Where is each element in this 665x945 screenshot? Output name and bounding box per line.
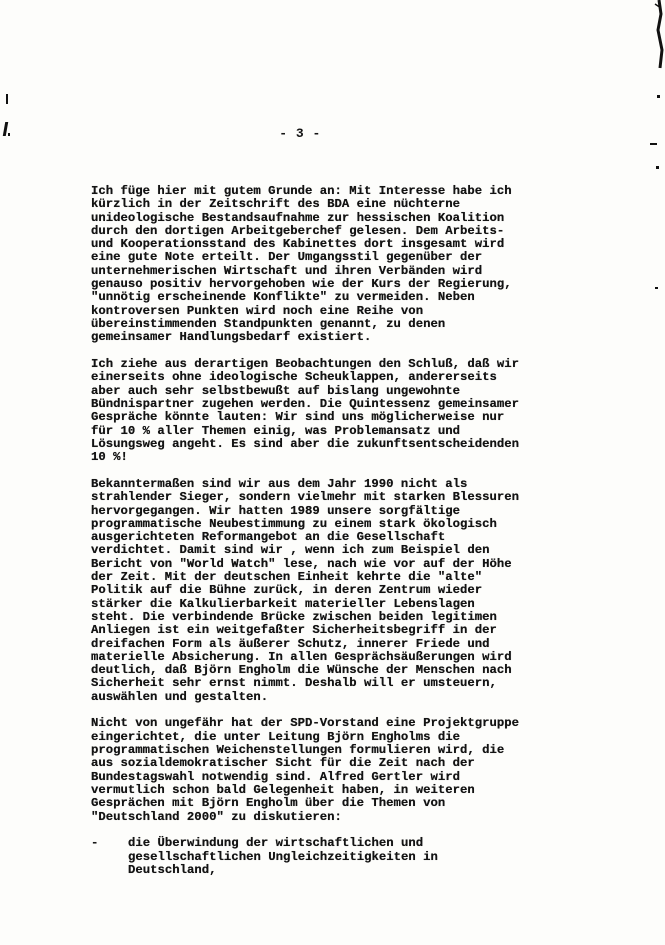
paragraph-1 bbox=[91, 185, 521, 345]
scan-mark-right-1 bbox=[657, 95, 660, 98]
document-body bbox=[91, 185, 521, 877]
text-line: Deutschland, bbox=[128, 862, 217, 877]
text-line: Bundestagswahl notwendig sind. Alfred Gertler wird bbox=[91, 769, 460, 784]
text-line: "Deutschland 2000" zu diskutieren: bbox=[91, 809, 342, 824]
text-line: dreifachen Form als äußerer Schutz, innerer Friede und bbox=[91, 636, 490, 651]
text-line: kontroversen Punkten wird noch eine Reihe von bbox=[91, 303, 424, 318]
scan-mark-right-4 bbox=[655, 287, 658, 289]
paragraph-3 bbox=[91, 478, 521, 704]
text-line: 10 %! bbox=[91, 450, 128, 465]
text-line: verdichtet. Damit sind wir , wenn ich zum Beispiel den bbox=[91, 543, 490, 558]
text-line: Politik auf die Bühne zurück, in deren Zentrum wieder bbox=[91, 583, 483, 598]
text-line: Bekanntermaßen sind wir aus dem Jahr 1990 nicht als bbox=[91, 476, 468, 491]
page-number: - 3 - bbox=[279, 126, 321, 141]
text-line: Ich füge hier mit gutem Grunde an: Mit Interesse habe ich bbox=[91, 184, 512, 198]
text-line: programmatischen Weichenstellungen formulieren wird, die bbox=[91, 743, 505, 758]
text-line: eingerichtet, die unter Leitung Björn Engholms die bbox=[91, 729, 460, 744]
text-line: "unnötig erscheinende Konflikte" zu vermeiden. Neben bbox=[91, 290, 475, 305]
text-line: unideologische Bestandsaufnahme zur hessischen Koalition bbox=[91, 210, 505, 225]
text-line: aber auch sehr selbstbewußt auf bislang ungewohnte bbox=[91, 383, 460, 398]
text-line: programmatische Neubestimmung zu einem stark ökologisch bbox=[91, 516, 497, 531]
scan-mark-left-top bbox=[6, 94, 8, 104]
text-line: einerseits ohne ideologische Scheuklappen, andererseits bbox=[91, 370, 497, 385]
text-line: durch den dortigen Arbeitgeberchef gelesen. Dem Arbeits- bbox=[91, 223, 505, 238]
text-line: strahlender Sieger, sondern vielmehr mit starken Blessuren bbox=[91, 490, 520, 505]
scan-mark-right-3 bbox=[656, 166, 659, 169]
text-line: gesellschaftlichen Ungleichzeitigkeiten in bbox=[128, 849, 438, 864]
text-line: materielle Absicherung. In allen Gesprächsäußerungen wird bbox=[91, 649, 512, 664]
text-line: Anliegen ist ein weitgefaßter Sicherheitsbegriff in der bbox=[91, 623, 497, 638]
text-line: Sicherheit sehr ernst nimmt. Deshalb will er umsteuern, bbox=[91, 676, 497, 691]
scan-mark-right-2 bbox=[650, 143, 657, 145]
bullet-dash: - bbox=[91, 836, 99, 851]
text-line: ausgerichteten Reformangebot an die Gesellschaft bbox=[91, 530, 446, 545]
text-line: auswählen und gestalten. bbox=[91, 689, 269, 704]
text-line: Lösungsweg angeht. Es sind aber die zukunftsentscheidenden bbox=[91, 436, 520, 451]
text-line: vermutlich schon bald Gelegenheit haben, in weiteren bbox=[91, 782, 475, 797]
paragraph-4 bbox=[91, 717, 521, 823]
text-line: übereinstimmenden Standpunkten genannt, zu denen bbox=[91, 316, 446, 331]
paragraph-2 bbox=[91, 358, 521, 464]
text-line: hervorgegangen. Wir hatten 1989 unsere sorgfältige bbox=[91, 503, 460, 518]
text-line: steht. Die verbindende Brücke zwischen beiden legitimen bbox=[91, 609, 497, 624]
text-line: aus sozialdemokratischer Sicht für die Zeit nach der bbox=[91, 756, 475, 771]
text-line: Gesprächen mit Björn Engholm über die Themen von bbox=[91, 796, 446, 811]
text-line: eine gute Note erteilt. Der Umgangsstil gegenüber der bbox=[91, 250, 483, 265]
text-line: deutlich, daß Björn Engholm die Wünsche der Menschen nach bbox=[91, 663, 512, 678]
text-line: Bündnispartner zugehen werden. Die Quintessenz gemeinsamer bbox=[91, 396, 520, 411]
bullet-list-item bbox=[91, 837, 521, 877]
text-line: Bericht von "World Watch" lese, nach wie vor auf der Höhe bbox=[91, 556, 512, 571]
text-line: die Überwindung der wirtschaftlichen und bbox=[128, 836, 424, 851]
text-line: Ich ziehe aus derartigen Beobachtungen den Schluß, daß wir bbox=[91, 357, 520, 372]
text-line: kürzlich in der Zeitschrift des BDA eine nüchterne bbox=[91, 197, 460, 212]
text-line: der Zeit. Mit der deutschen Einheit kehrte die "alte" bbox=[91, 570, 483, 585]
text-line: unternehmerischen Wirtschaft und ihren Verbänden wird bbox=[91, 263, 483, 278]
text-line: genauso positiv hervorgehoben wie der Kurs der Regierung, bbox=[91, 277, 512, 292]
scan-corner-artifact bbox=[625, 0, 665, 70]
text-line: stärker die Kalkulierbarkeit materieller Lebenslagen bbox=[91, 596, 475, 611]
text-line: und Kooperationsstand des Kabinettes dort insgesamt wird bbox=[91, 237, 505, 252]
text-line: gemeinsamer Handlungsbedarf existiert. bbox=[91, 330, 372, 345]
text-line: Gespräche könnte lauten: Wir sind uns möglicherweise nur bbox=[91, 410, 505, 425]
text-line: Nicht von ungefähr hat der SPD-Vorstand eine Projektgruppe bbox=[91, 716, 520, 731]
text-line: für 10 % aller Themen einig, was Problemansatz und bbox=[91, 423, 460, 438]
